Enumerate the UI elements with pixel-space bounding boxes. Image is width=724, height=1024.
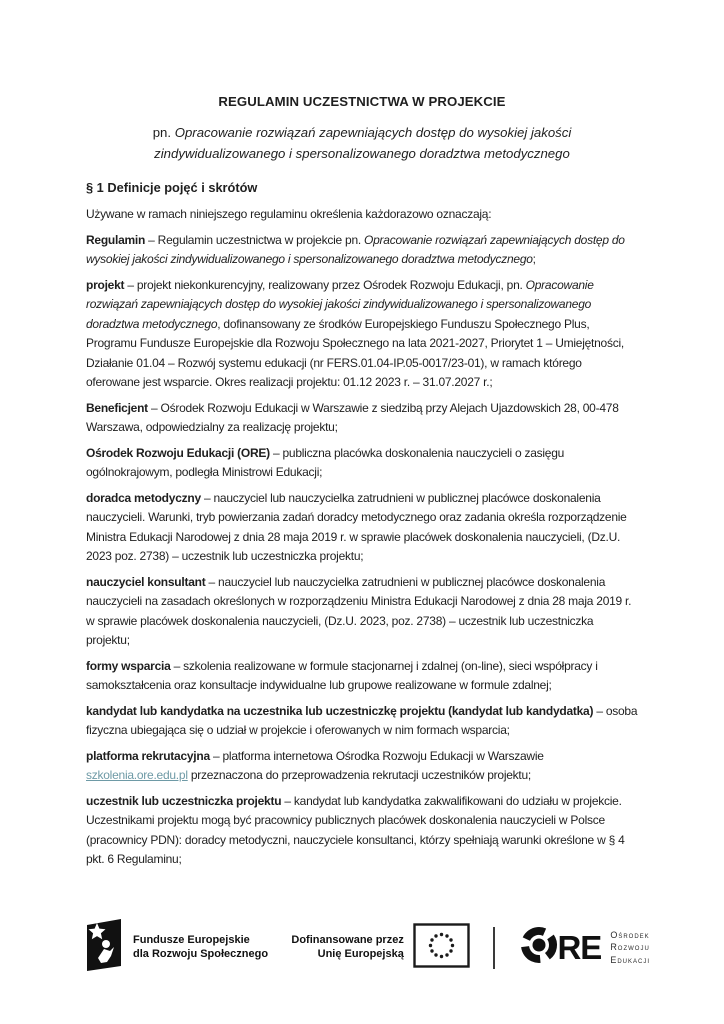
text-run: Opracowanie rozwiązań zapewniających dostęp do wysokiej jakości zindywidualizowanego i spersonalizowanego doradztwa metodycznego xyxy=(86,277,594,331)
ore-name-line2: Rozwoju xyxy=(610,942,650,953)
text-run: Używane w ramach niniejszego regulaminu określenia każdorazowo oznaczają: xyxy=(86,207,492,221)
recruitment-platform-link[interactable]: szkolenia.ore.edu.pl xyxy=(86,768,188,782)
text-run: Ośrodek Rozwoju Edukacji (ORE) xyxy=(86,445,270,460)
text-run: kandydat lub kandydatka na uczestnika lub uczestniczkę projektu (kandydat lub kandydatka) xyxy=(86,703,594,718)
paragraph xyxy=(86,444,638,483)
paragraph xyxy=(86,792,638,870)
eu-funds-label xyxy=(133,934,268,961)
text-run: – szkolenia realizowane w formule stacjonarnej i zdalnej (on-line), sieci współpracy i samokształcenia oraz konsultacje indywidualne lub grupowe realizowane w formule zdalnej; xyxy=(86,658,598,692)
paragraph xyxy=(86,702,638,741)
text-run: – nauczyciel lub nauczycielka zatrudnieni w publicznej placówce doskonalenia nauczycieli. Warunki, tryb powierzania zadań doradcy metodycznego oraz zadania określa rozporządzenie Ministra Edukacji Narodowej z dnia 28 maja 2019 r. w sprawie placówek doskonalenia nauczycieli, (Dz.U. 2023 poz. 2738) – uczestnik lub uczestniczka projektu; xyxy=(86,490,627,563)
paragraph xyxy=(86,657,638,696)
text-run: projekt xyxy=(86,277,125,292)
eu-funds-flag-icon xyxy=(84,918,124,977)
document-content xyxy=(86,94,638,876)
footer-logos xyxy=(84,918,650,977)
text-run: – kandydat lub kandydatka zakwalifikowani do udziału w projekcie. Uczestnikami projektu mogą być pracownicy publicznych placówek doskonalenia nauczycieli w Polsce (pracownicy PDN): doradcy metodyczni, nauczyciele konsultanci, którzy spełniają warunki określone w § 4 pkt. 6 Regulaminu; xyxy=(86,793,625,866)
text-run: Beneficjent xyxy=(86,400,148,415)
section-heading: § 1 Definicje pojęć i skrótów xyxy=(86,180,258,195)
ore-o-icon xyxy=(518,924,560,971)
text-run: nauczyciel konsultant xyxy=(86,574,209,589)
paragraph xyxy=(86,489,638,567)
ore-name-line1: Ośrodek xyxy=(610,929,650,940)
text-run: platforma rekrutacyjna xyxy=(86,748,210,763)
eu-funds-logo xyxy=(84,918,268,977)
footer-divider xyxy=(493,927,495,969)
text-run: – publiczna placówka doskonalenia nauczycieli o zasięgu ogólnokrajowym, podległa Ministrowi Edukacji; xyxy=(86,445,565,479)
eu-cofunded-logo xyxy=(291,923,469,973)
paragraph xyxy=(86,399,638,438)
text-run: ; xyxy=(532,252,536,266)
eu-cofunded-label-line2: Unię Europejską xyxy=(317,947,404,960)
text-run: – platforma internetowa Ośrodka Rozwoju Edukacji w Warszawie xyxy=(209,748,544,763)
eu-funds-label-line2: dla Rozwoju Społecznego xyxy=(133,947,269,960)
text-run: uczestnik lub uczestniczka projektu xyxy=(86,793,282,808)
ore-acronym: RE xyxy=(557,929,602,966)
document-subtitle xyxy=(86,122,638,164)
text-run: – Ośrodek Rozwoju Edukacji w Warszawie z siedzibą przy Alejach Ujazdowskich 28, 00-478 Warszawa, odpowiedzialny za realizację projektu; xyxy=(86,400,619,434)
paragraph xyxy=(86,205,638,225)
text-run: doradca metodyczny xyxy=(86,490,201,505)
ore-name-line3: Edukacji xyxy=(610,954,650,965)
eu-cofunded-label-line1: Dofinansowane przez xyxy=(291,934,404,946)
paragraph xyxy=(86,276,638,393)
text-run: – Regulamin uczestnictwa w projekcie pn. xyxy=(145,232,365,247)
text-run: Opracowanie rozwiązań zapewniających dostęp do wysokiej jakości zindywidualizowanego i spersonalizowanego doradztwa metodycznego xyxy=(154,125,572,161)
text-run: pn. xyxy=(152,125,175,140)
ore-logo xyxy=(518,924,650,971)
eu-cofunded-label xyxy=(291,934,403,961)
eu-funds-label-line1: Fundusze Europejskie xyxy=(133,934,250,946)
document-body xyxy=(86,205,638,870)
text-run: Regulamin xyxy=(86,232,146,247)
text-run: , dofinansowany ze środków Europejskiego Funduszu Społecznego Plus, Programu Fundusze Europejskie dla Rozwoju Społecznego na lata 2021-2027, Priorytet 1 – Umiejętności, Działanie 01.04 – Rozwój systemu edukacji (nr FERS.01.04-IP.05-0017/23-01), w ramach którego oferowane jest wsparcie. Okres realizacji projektu: 01.12 2023 r. – 31.07.2027 r.; xyxy=(86,316,624,389)
text-run: przeznaczona do przeprowadzenia rekrutacji uczestników projektu; xyxy=(187,768,532,782)
paragraph xyxy=(86,231,638,270)
text-run: formy wsparcia xyxy=(86,658,171,673)
text-run: – projekt niekonkurencyjny, realizowany przez Ośrodek Rozwoju Edukacji, pn. xyxy=(124,277,526,292)
ore-name xyxy=(610,929,650,967)
text-run: – osoba fizyczna ubiegająca się o udział w projekcie i oferowanych w nim formach wsparcia; xyxy=(86,703,638,737)
eu-flag-icon xyxy=(413,923,470,973)
text-run: Opracowanie rozwiązań zapewniających dostęp do wysokiej jakości zindywidualizowanego i spersonalizowanego doradztwa metodycznego xyxy=(86,232,625,266)
paragraph xyxy=(86,747,638,786)
text-run: – nauczyciel lub nauczycielka zatrudnieni w publicznej placówce doskonalenia nauczycieli na zasadach określonych w rozporządzeniu Ministra Edukacji Narodowej z dnia 28 maja 2019 r. w sprawie placówek doskonalenia nauczycieli, (Dz.U. 2023, poz. 2738) – uczestnik lub uczestniczka projektu; xyxy=(86,574,632,647)
paragraph xyxy=(86,573,638,651)
document-title: REGULAMIN UCZESTNICTWA W PROJEKCIE xyxy=(218,94,506,109)
